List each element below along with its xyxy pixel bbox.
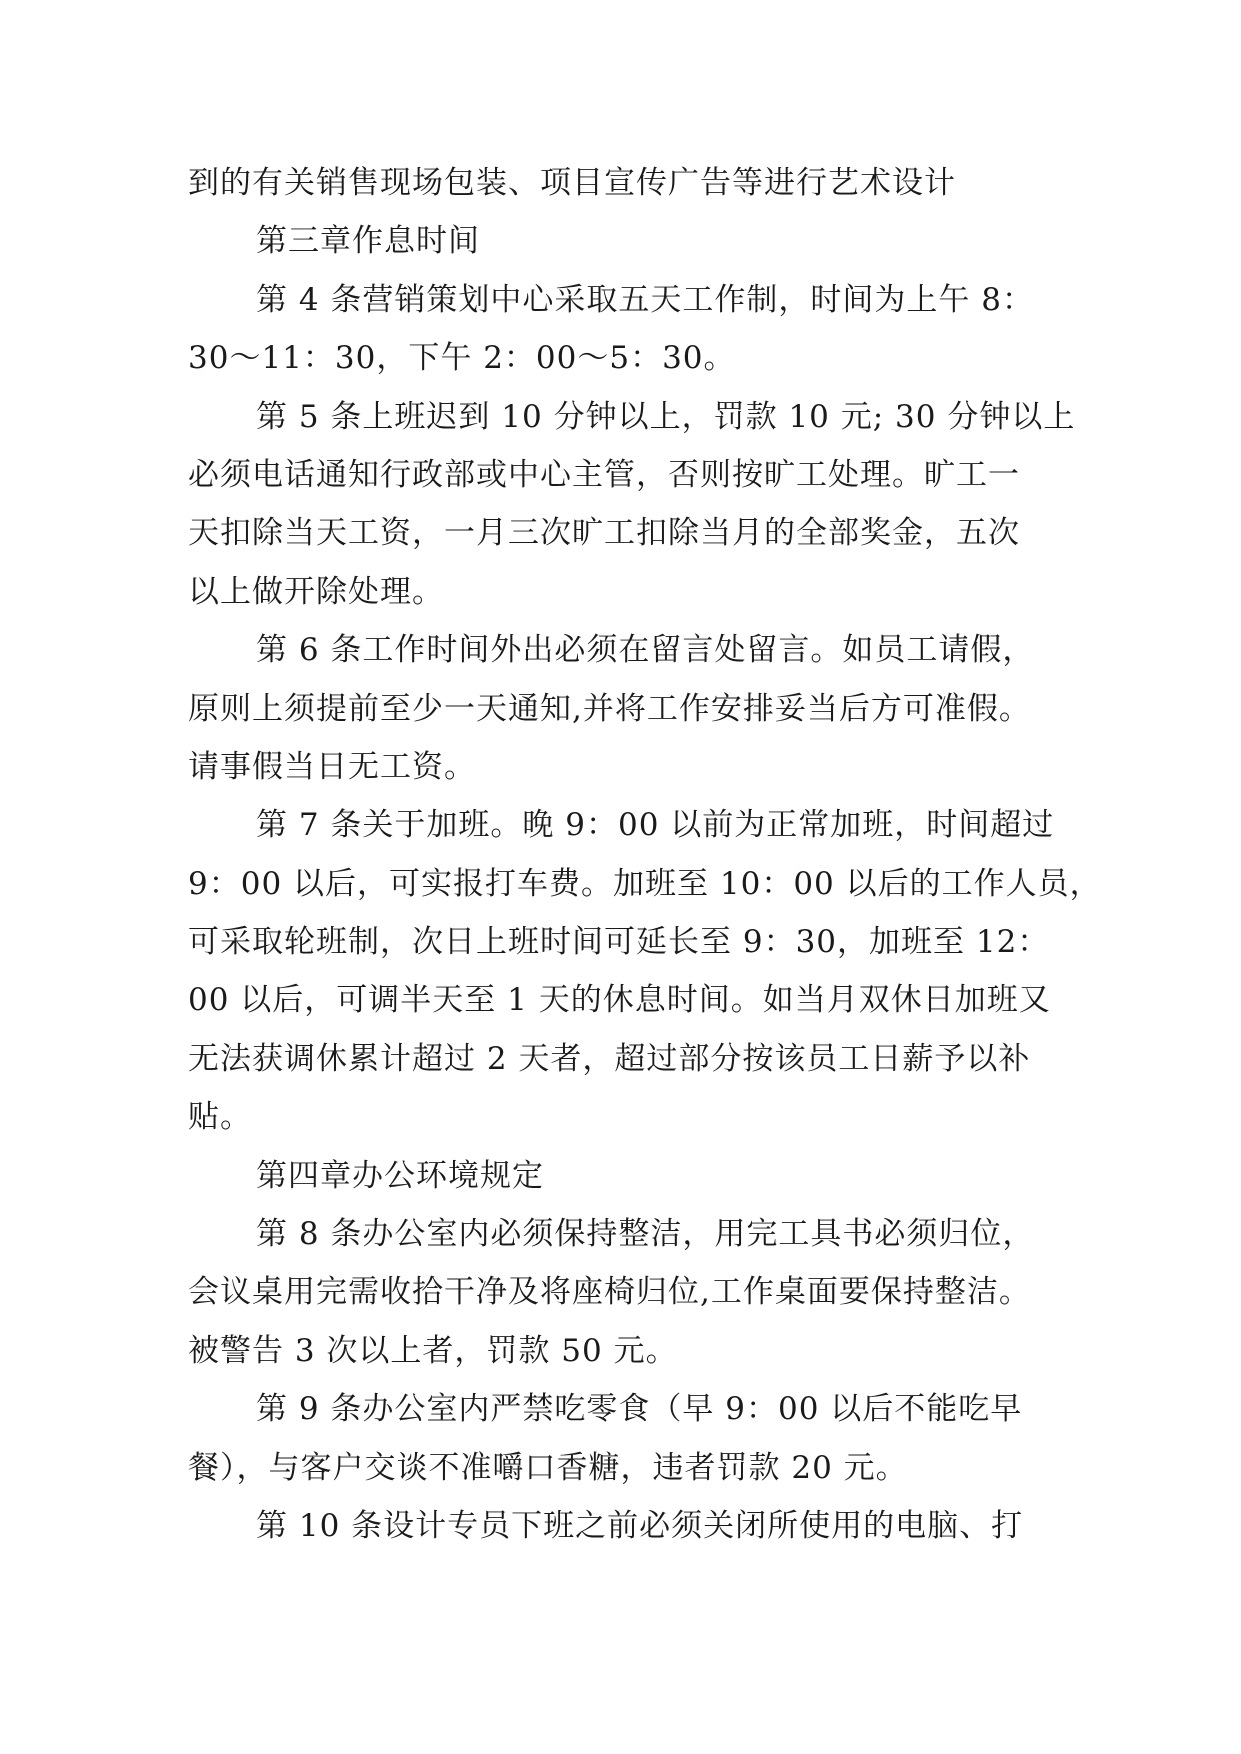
text-line: 可采取轮班制，次日上班时间可延长至 9：30，加班至 12： [188,924,1050,961]
text-line: 天扣除当天工资，一月三次旷工扣除当月的全部奖金，五次 [188,515,1020,552]
text-line: 被警告 3 次以上者，罚款 50 元。 [188,1332,678,1369]
text-line: 贴。 [188,1099,252,1136]
text-line: 第 4 条营销策划中心采取五天工作制，时间为上午 8： [256,281,1035,318]
text-line: 必须电话通知行政部或中心主管，否则按旷工处理。旷工一 [188,456,1020,493]
text-line: 餐），与客户交谈不准嚼口香糖，违者罚款 20 元。 [188,1449,908,1486]
text-line: 00 以后，可调半天至 1 天的休息时间。如当月双休日加班又 [188,982,1051,1019]
text-line: 第 7 条关于加班。晚 9：00 以前为正常加班，时间超过 [256,807,1055,844]
text-line: 第 8 条办公室内必须保持整洁，用完工具书必须归位， [256,1216,1035,1253]
text-line: 30～11：30，下午 2：00～5：30。 [188,340,736,377]
text-line: 到的有关销售现场包装、项目宣传广告等进行艺术设计 [188,165,956,201]
text-line: 第 9 条办公室内严禁吃零食（早 9：00 以后不能吃早 [256,1391,1023,1428]
document-body [188,154,1102,1555]
text-line: 以上做开除处理。 [188,573,444,610]
text-line: 会议桌用完需收拾干净及将座椅归位,工作桌面要保持整洁。 [188,1274,1031,1311]
text-line: 原则上须提前至少一天通知,并将工作安排妥当后方可准假。 [188,690,1031,727]
text-line: 9：00 以后，可实报打车费。加班至 10：00 以后的工作人员， [188,865,1102,902]
text-line: 无法获调休累计超过 2 天者，超过部分按该员工日薪予以补 [188,1040,1031,1077]
text-line: 第 5 条上班迟到 10 分钟以上，罚款 10 元; 30 分钟以上 [256,398,1076,435]
text-line: 第四章办公环境规定 [256,1157,544,1194]
text-line: 第三章作息时间 [256,223,480,260]
text-line: 请事假当日无工资。 [188,748,476,785]
text-line: 第 10 条设计专员下班之前必须关闭所使用的电脑、打 [256,1507,1024,1544]
text-line: 第 6 条工作时间外出必须在留言处留言。如员工请假， [256,632,1035,669]
